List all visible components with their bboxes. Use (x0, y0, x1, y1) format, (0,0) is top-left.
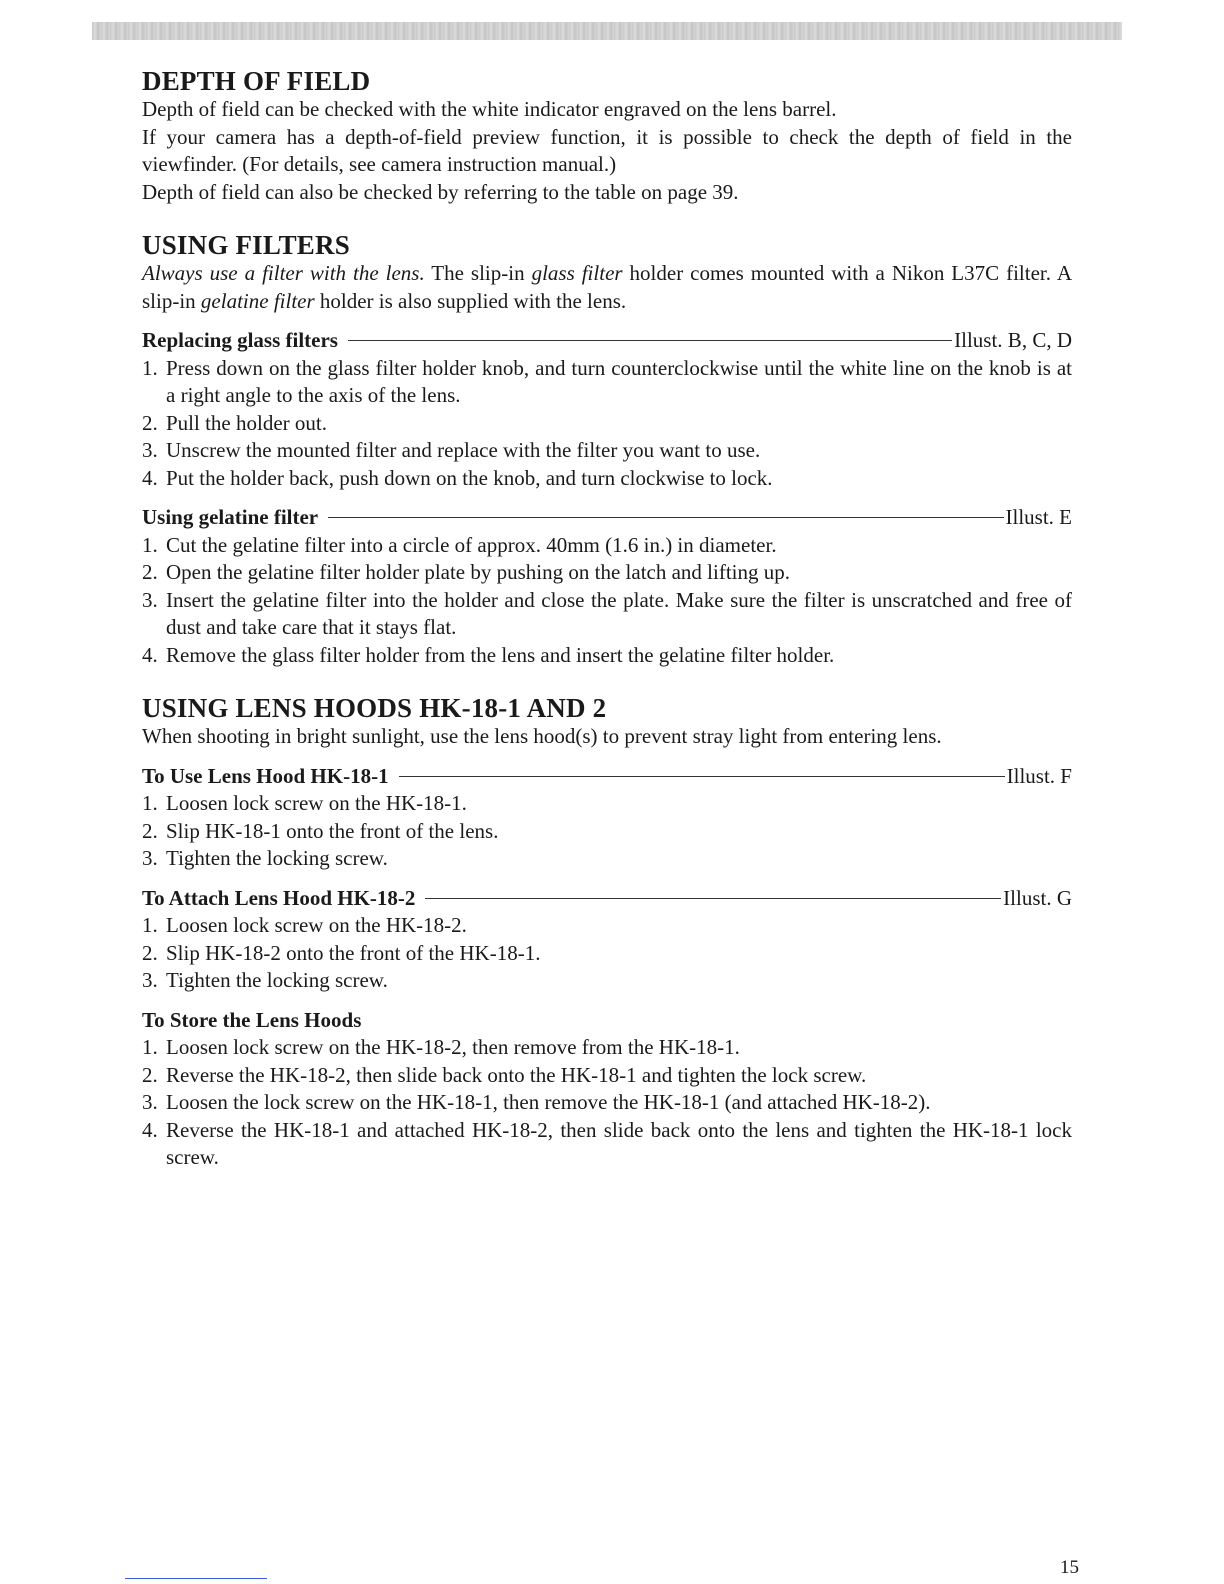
filters-intro-italic: Always use a filter with the lens. (142, 261, 425, 285)
subheading-store-lens-hoods: To Store the Lens Hoods (142, 1007, 362, 1032)
list-item (142, 437, 1072, 465)
list-item (142, 559, 1072, 587)
filters-intro-b: holder comes mounted with a Nikon L37C filter. A slip-in (142, 261, 1072, 313)
step-text: Put the holder back, push down on the knob, and turn clockwise to lock. (166, 465, 773, 490)
step-number: 2. (142, 1062, 158, 1087)
list-item (142, 1089, 1072, 1117)
step-number: 1. (142, 791, 158, 815)
list-item (142, 818, 1072, 846)
step-text: Pull the holder out. (166, 410, 327, 435)
step-number: 2. (142, 818, 158, 843)
lens-hoods-intro: When shooting in bright sunlight, use the lens hood(s) to prevent stray light from entering lens. (142, 724, 942, 748)
replacing-title: Replacing glass filters (142, 328, 338, 352)
section-depth-of-field (142, 66, 1072, 206)
replacing-illust-ref: Illust. B, C, D (954, 328, 1072, 352)
list-item (142, 1062, 1072, 1090)
leader-line (328, 517, 1003, 518)
filters-intro (142, 260, 1072, 315)
step-text: Remove the glass filter holder from the lens and insert the gelatine filter holder. (166, 642, 835, 667)
step-number: 4. (142, 465, 158, 490)
list-item (142, 1117, 1072, 1172)
step-number: 2. (142, 410, 158, 435)
section-using-filters (142, 230, 1072, 669)
leader-line (399, 776, 1005, 777)
subheading-replacing-glass-filters (142, 327, 1072, 355)
step-text: Tighten the locking screw. (166, 968, 388, 992)
step-number: 1. (142, 355, 158, 380)
list-item (142, 355, 1072, 410)
attach-hk2-title: To Attach Lens Hood HK-18-2 (142, 885, 416, 910)
page-number: 15 (1060, 1557, 1079, 1578)
step-text: Slip HK-18-1 onto the front of the lens. (166, 818, 499, 843)
step-number: 1. (142, 532, 158, 557)
step-text: Insert the gelatine filter into the holder and close the plate. Make sure the filter is unscratched and free of dust and take care that it stays flat. (166, 587, 1072, 639)
use-hk1-steps (142, 790, 1072, 873)
step-number: 4. (142, 1117, 158, 1142)
filters-intro-glass: glass filter (531, 261, 623, 285)
step-text: Loosen lock screw on the HK-18-1. (166, 791, 467, 815)
subheading-using-gelatine-filter (142, 504, 1072, 532)
list-item (142, 1034, 1072, 1062)
depth-paragraph-3: Depth of field can also be checked by referring to the table on page 39. (142, 179, 739, 204)
filters-intro-gelatine: gelatine filter (200, 288, 315, 313)
heading-using-filters: USING FILTERS (142, 230, 350, 260)
list-item (142, 967, 1072, 995)
step-number: 3. (142, 438, 158, 462)
step-number: 4. (142, 642, 158, 667)
attach-hk2-steps (142, 912, 1072, 995)
subheading-attach-hk-18-2 (142, 885, 1072, 913)
gelatine-title: Using gelatine filter (142, 505, 319, 529)
depth-paragraph-1: Depth of field can be checked with the white indicator engraved on the lens barrel. (142, 97, 837, 121)
gelatine-illust-ref: Illust. E (1005, 505, 1072, 529)
step-number: 3. (142, 846, 158, 870)
step-number: 3. (142, 968, 158, 992)
gelatine-steps (142, 532, 1072, 670)
use-hk1-illust-ref: Illust. F (1006, 763, 1072, 788)
heading-depth-of-field: DEPTH OF FIELD (142, 66, 371, 96)
step-number: 2. (142, 940, 158, 965)
list-item (142, 532, 1072, 560)
list-item (142, 845, 1072, 873)
step-text: Open the gelatine filter holder plate by pushing on the latch and lifting up. (166, 560, 791, 584)
step-text: Slip HK-18-2 onto the front of the HK-18-1. (166, 940, 541, 965)
step-text: Reverse the HK-18-2, then slide back onto the HK-18-1 and tighten the lock screw. (166, 1062, 867, 1087)
step-number: 1. (142, 913, 158, 937)
step-text: Reverse the HK-18-1 and attached HK-18-2, then slide back onto the lens and tighten the HK-18-1 lock screw. (166, 1117, 1072, 1169)
step-text: Cut the gelatine filter into a circle of approx. 40mm (1.6 in.) in diameter. (166, 532, 777, 557)
step-text: Loosen the lock screw on the HK-18-1, then remove the HK-18-1 (and attached HK-18-2). (166, 1090, 931, 1114)
depth-paragraph-2: If your camera has a depth-of-field preview function, it is possible to check the depth of field in the viewfinder. (For details, see camera instruction manual.) (142, 124, 1072, 176)
top-scan-band (92, 22, 1122, 40)
attach-hk2-illust-ref: Illust. G (1003, 885, 1072, 910)
filters-intro-a: The slip-in (424, 261, 532, 285)
step-text: Loosen lock screw on the HK-18-2, then remove from the HK-18-1. (166, 1035, 740, 1059)
page-content (142, 66, 1072, 1172)
leader-line (425, 898, 1001, 899)
step-text: Press down on the glass filter holder knob, and turn counterclockwise until the white line on the knob is at a right angle to the axis of the lens. (166, 355, 1072, 407)
subheading-use-hk-18-1 (142, 763, 1072, 791)
list-item (142, 940, 1072, 968)
step-text: Loosen lock screw on the HK-18-2. (166, 913, 467, 937)
list-item (142, 587, 1072, 642)
section-lens-hoods (142, 693, 1072, 1172)
list-item (142, 410, 1072, 438)
step-number: 3. (142, 1090, 158, 1114)
step-text: Unscrew the mounted filter and replace with the filter you want to use. (166, 438, 761, 462)
store-steps (142, 1034, 1072, 1172)
leader-line (348, 340, 952, 341)
bottom-link-underline (125, 1578, 267, 1579)
list-item (142, 642, 1072, 670)
replacing-steps (142, 355, 1072, 493)
list-item (142, 790, 1072, 818)
heading-lens-hoods: USING LENS HOODS HK-18-1 AND 2 (142, 693, 607, 723)
step-number: 3. (142, 587, 158, 612)
step-text: Tighten the locking screw. (166, 846, 388, 870)
step-number: 2. (142, 560, 158, 584)
step-number: 1. (142, 1035, 158, 1059)
list-item (142, 465, 1072, 493)
filters-intro-c: holder is also supplied with the lens. (314, 288, 627, 313)
list-item (142, 912, 1072, 940)
use-hk1-title: To Use Lens Hood HK-18-1 (142, 763, 389, 788)
